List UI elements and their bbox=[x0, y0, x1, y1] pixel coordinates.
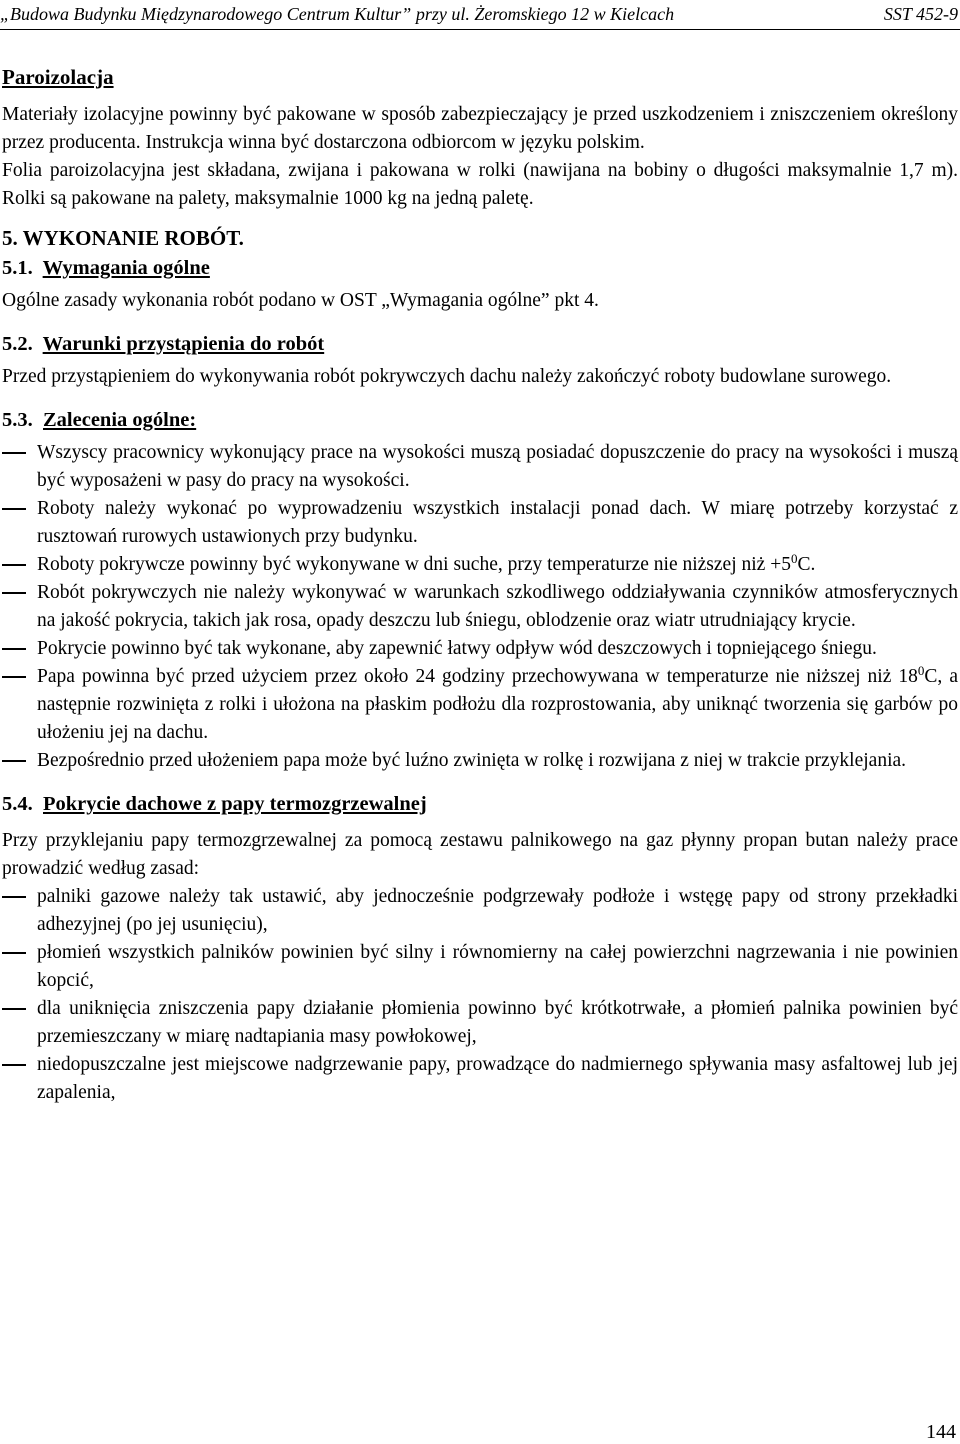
subsection-heading-5-4 bbox=[2, 789, 958, 819]
dash-bullet bbox=[2, 1064, 26, 1066]
dash-bullet bbox=[2, 592, 26, 594]
list-item: Robót pokrywczych nie należy wykonywać w warunkach szkodliwego oddziaływania czynników atmosferycznych na jakość pokrycia, takich jak rosa, opady deszczu lub śniegu, oblodzenie oraz wiatr utrudniający krycie. bbox=[2, 579, 958, 635]
list-item: palniki gazowe należy tak ustawić, aby jednocześnie podgrzewały podłoże i wstęgę papy od strony przekładki adhezyjnej (po jej usunięciu), bbox=[2, 883, 958, 939]
dash-bullet bbox=[2, 952, 26, 954]
paragraph: Folia paroizolacyjna jest składana, zwijana i pakowana w rolki (nawijana na bobiny o długości maksymalnie 1,7 m). Rolki są pakowane na palety, maksymalnie 1000 kg na jedną paletę. bbox=[2, 160, 958, 209]
dash-bullet bbox=[2, 896, 26, 898]
chapter-heading: 5. WYKONANIE ROBÓT. bbox=[2, 226, 244, 250]
paragraph: Przed przystąpieniem do wykonywania robót pokrywczych dachu należy zakończyć roboty budowlane surowego. bbox=[2, 366, 892, 387]
recommendations-list bbox=[2, 439, 958, 775]
degree-superscript: 0 bbox=[917, 663, 925, 678]
list-item: niedopuszczalne jest miejscowe nadgrzewanie papy, prowadzące do nadmiernego spływania masy asfaltowej lub jej zapalenia, bbox=[2, 1051, 958, 1107]
dash-bullet bbox=[2, 564, 26, 566]
list-item: płomień wszystkich palników powinien być silny i równomierny na całej powierzchni nagrzewania i nie powinien kopcić, bbox=[2, 939, 958, 995]
subsection-number: 5.3. bbox=[2, 409, 33, 431]
dash-bullet bbox=[2, 508, 26, 510]
section-heading-paroizolacja: Paroizolacja bbox=[2, 65, 114, 89]
subsection-number: 5.2. bbox=[2, 333, 33, 355]
list-item: Wszyscy pracownicy wykonujący prace na wysokości muszą posiadać dopuszczenie do pracy na wysokości i muszą być wyposażeni w pasy do pracy na wysokości. bbox=[2, 439, 958, 495]
dash-bullet bbox=[2, 676, 26, 678]
document-body bbox=[2, 60, 958, 1107]
subsection-title: Wymagania ogólne bbox=[42, 257, 210, 279]
list-item: Bezpośrednio przed ułożeniem papa może być luźno zwinięta w rolkę i rozwijana z niej w trakcie przyklejania. bbox=[2, 747, 958, 775]
paragraph: Materiały izolacyjne powinny być pakowane w sposób zabezpieczający je przed uszkodzeniem i zniszczeniem określony przez producenta. Instrukcja winna być dostarczona odbiorcom w języku polskim. bbox=[2, 104, 958, 153]
subsection-title: Zalecenia ogólne: bbox=[43, 409, 197, 431]
paragraph: Przy przyklejaniu papy termozgrzewalnej za pomocą zestawu palnikowego na gaz płynny propan butan należy prace prowadzić według zasad: bbox=[2, 830, 958, 879]
page-number: 144 bbox=[926, 1421, 956, 1443]
subsection-title: Pokrycie dachowe z papy termozgrzewalnej bbox=[43, 793, 427, 815]
subsection-number: 5.4. bbox=[2, 793, 33, 815]
running-header bbox=[0, 0, 960, 30]
paragraph: Ogólne zasady wykonania robót podano w OST „Wymagania ogólne” pkt 4. bbox=[2, 290, 599, 311]
dash-bullet bbox=[2, 452, 26, 454]
degree-superscript: 0 bbox=[790, 551, 798, 566]
header-title: „Budowa Budynku Międzynarodowego Centrum Kultur” przy ul. Żeromskiego 12 w Kielcach bbox=[0, 4, 675, 24]
list-item: Roboty pokrywcze powinny być wykonywane w dni suche, przy temperaturze nie niższej niż $+5^0C$. bbox=[2, 551, 958, 579]
subsection-title: Warunki przystąpienia do robót bbox=[42, 333, 325, 355]
dash-bullet bbox=[2, 760, 26, 762]
subsection-heading-5-1 bbox=[2, 253, 958, 283]
subsection-heading-5-2 bbox=[2, 329, 958, 359]
subsection-number: 5.1. bbox=[2, 257, 33, 279]
list-item: Papa powinna być przed użyciem przez około 24 godziny przechowywana w temperaturze nie niższej niż $18^0C$, a następnie rozwinięta z rolki i ułożona na płaskim podłożu dla rozprostowania, aby uniknąć tworzenia się garbów po ułożeniu jej na dachu. bbox=[2, 663, 958, 747]
dash-bullet bbox=[2, 1008, 26, 1010]
torch-rules-list bbox=[2, 883, 958, 1107]
header-spec-code: SST 452-9 bbox=[883, 4, 958, 24]
list-item: Pokrycie powinno być tak wykonane, aby zapewnić łatwy odpływ wód deszczowych i topniejącego śniegu. bbox=[2, 635, 958, 663]
subsection-heading-5-3 bbox=[2, 405, 958, 435]
dash-bullet bbox=[2, 648, 26, 650]
list-item: dla uniknięcia zniszczenia papy działanie płomienia powinno być krótkotrwałe, a płomień palnika powinien być przemieszczany w miarę nadtapiania masy powłokowej, bbox=[2, 995, 958, 1051]
list-item: Roboty należy wykonać po wyprowadzeniu wszystkich instalacji ponad dach. W miarę potrzeby korzystać z rusztowań rurowych ustawionych przy budynku. bbox=[2, 495, 958, 551]
